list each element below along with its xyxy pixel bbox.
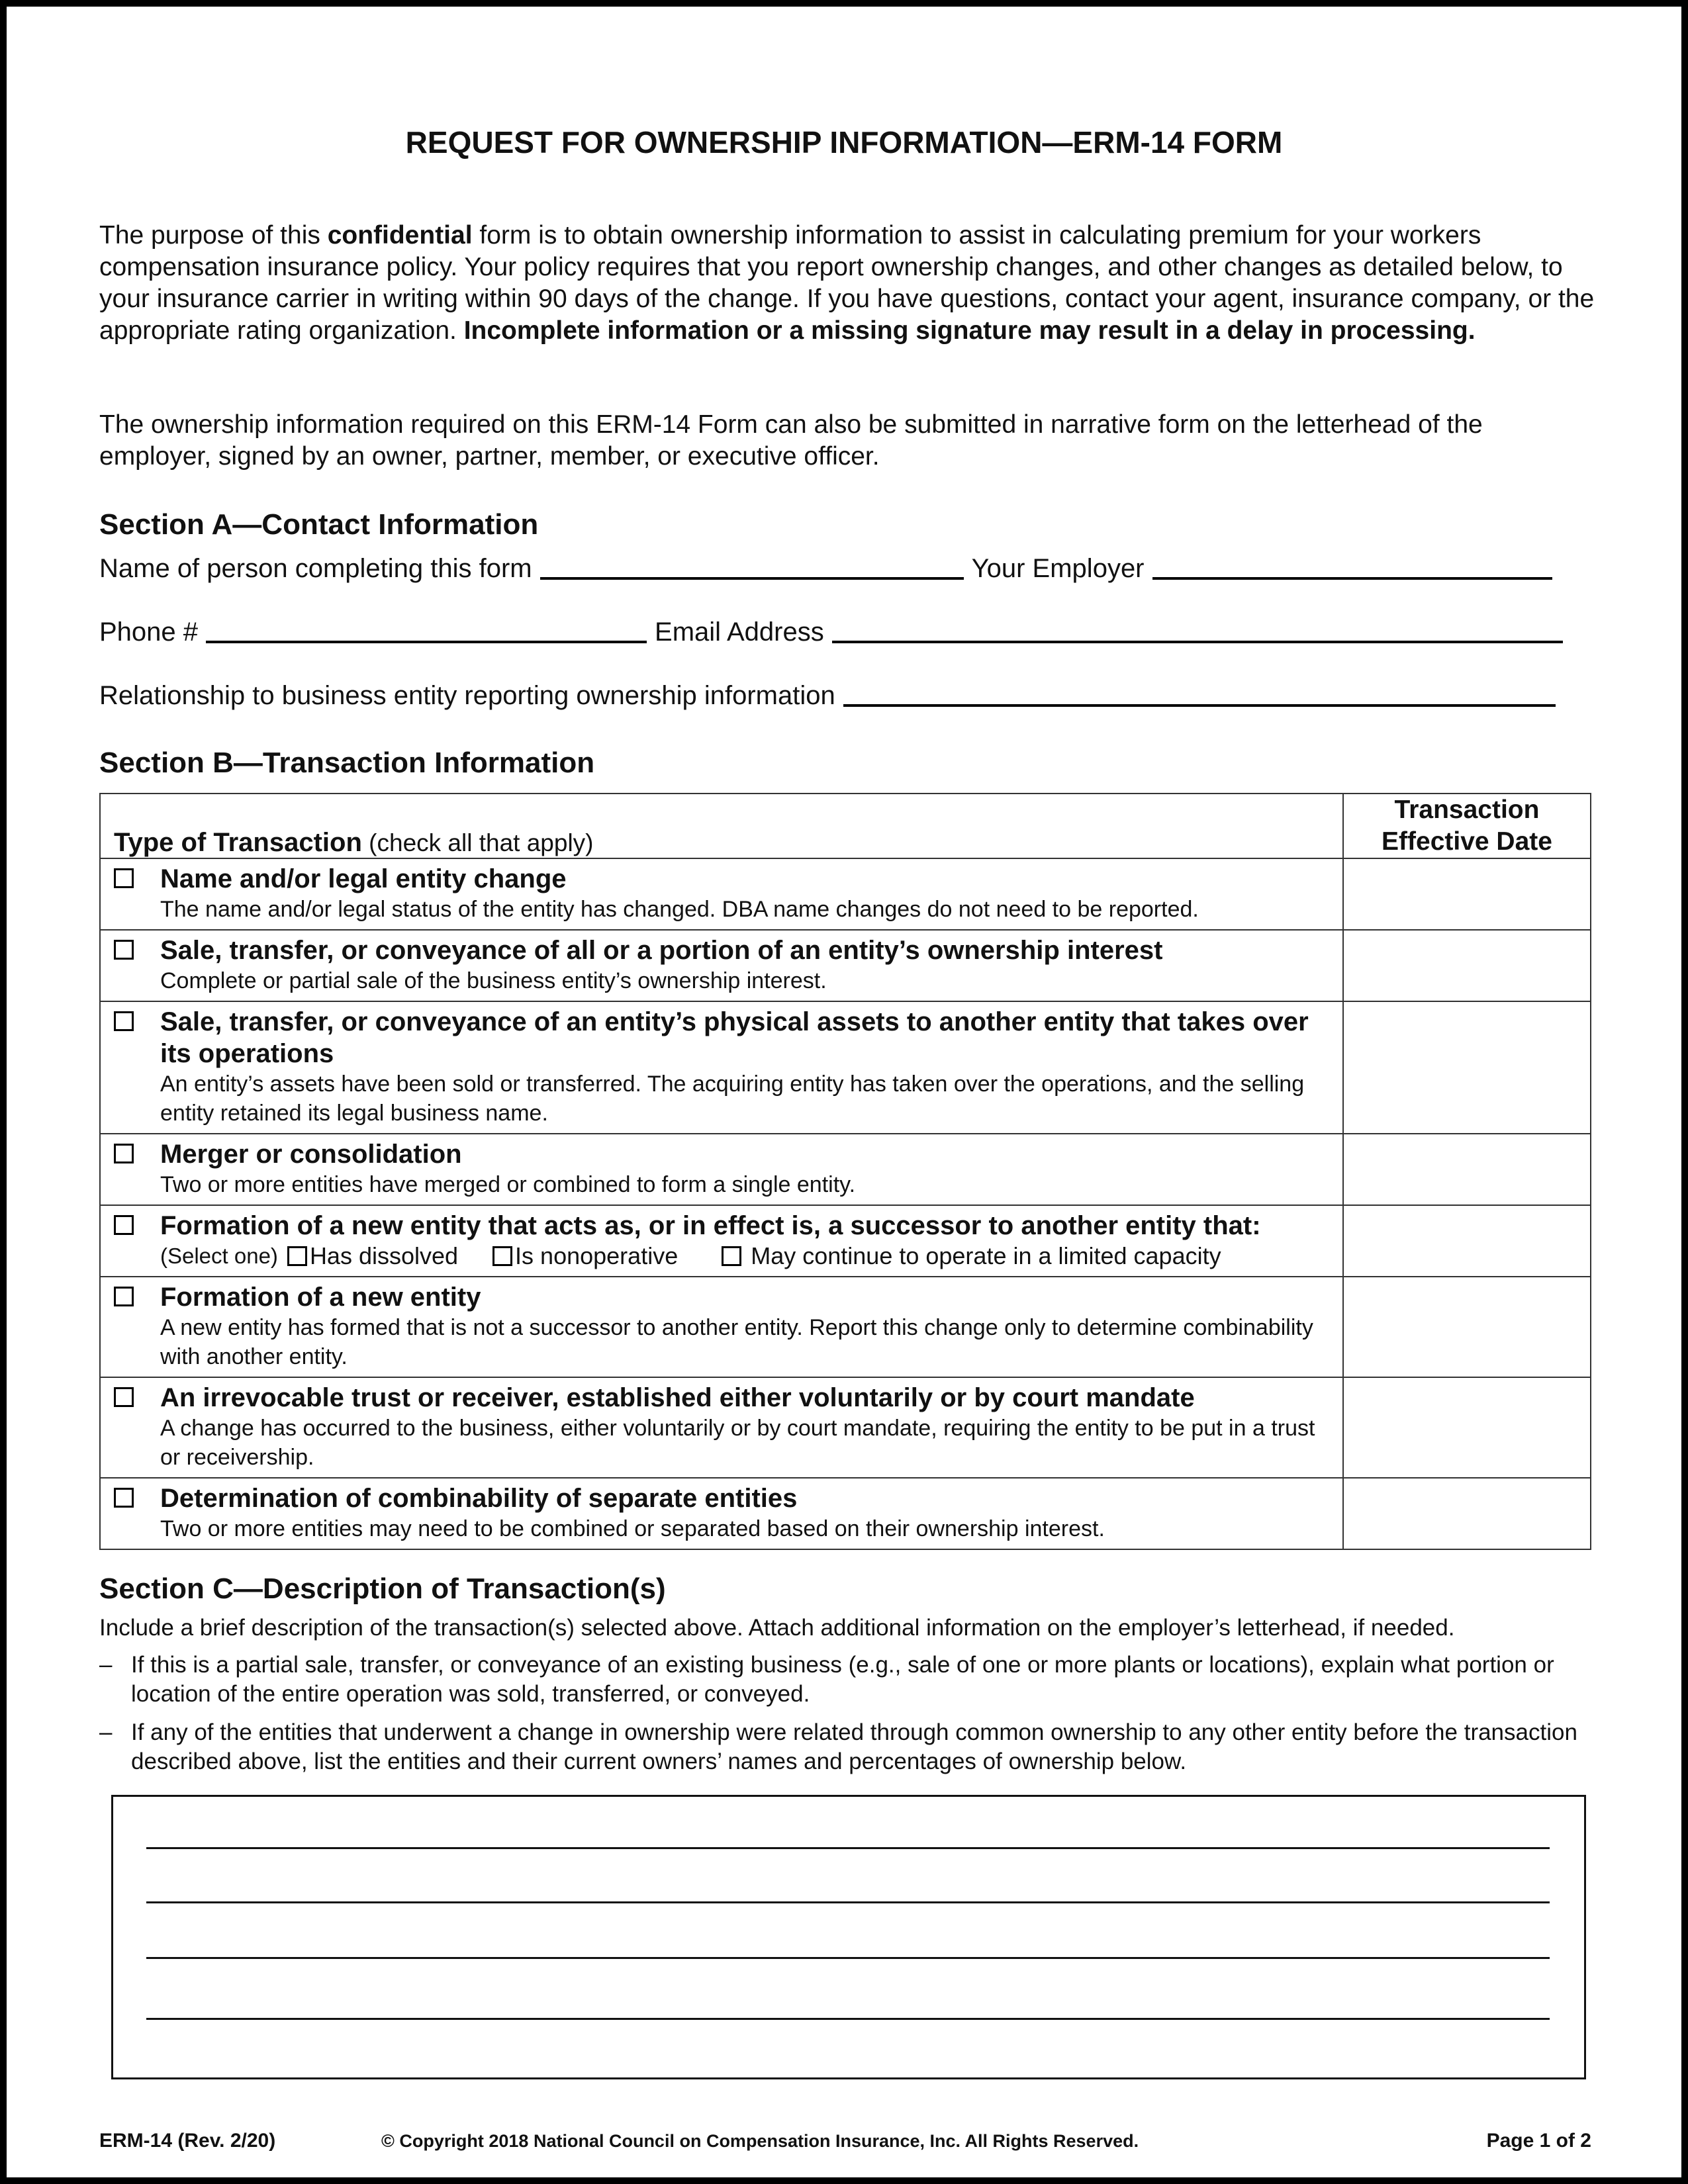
bullet-dash: – <box>99 1719 113 1745</box>
section-c-intro: Include a brief description of the transaction(s) selected above. Attach additional information on the employer’s letterhead, if needed. <box>99 1615 1455 1641</box>
header-type-label: Type of Transaction <box>114 828 362 857</box>
effective-date-field[interactable] <box>1343 1134 1591 1205</box>
successor-options <box>160 1242 1261 1271</box>
footer-form-id: ERM-14 (Rev. 2/20) <box>99 2130 276 2152</box>
option-checkbox[interactable] <box>492 1246 512 1266</box>
option-label: May continue to operate in a limited capacity <box>751 1242 1221 1269</box>
transaction-title: Merger or consolidation <box>160 1140 462 1169</box>
footer-page-number: Page 1 of 2 <box>1486 2130 1591 2152</box>
relationship-row <box>99 678 1589 711</box>
section-c-heading: Section C—Description of Transaction(s) <box>99 1572 666 1605</box>
transaction-desc: Complete or partial sale of the business entity’s ownership interest. <box>160 968 827 993</box>
header-type-cell <box>100 794 1343 858</box>
checkbox[interactable] <box>114 1011 134 1031</box>
phone-field[interactable] <box>206 614 647 643</box>
transaction-desc: A new entity has formed that is not a successor to another entity. Report this change only to determine combinability with another entity. <box>160 1315 1313 1369</box>
name-label: Name of person completing this form <box>99 554 532 583</box>
intro-text-2: form is to obtain ownership information to assist in calculating premium for your workers compensation insurance policy. Your policy requires that you report ownership changes, and other changes as detailed below, to your insurance carrier in writing within 90 days of the change. If you have questions, contact your agent, insurance company, or the appropriate rating organization. <box>99 221 1595 345</box>
phone-email-row <box>99 614 1589 647</box>
employer-field[interactable] <box>1152 551 1552 580</box>
checkbox[interactable] <box>114 1215 134 1235</box>
transaction-title: Sale, transfer, or conveyance of an entity’s physical assets to another entity that takes over its operations <box>160 1007 1309 1068</box>
intro-bold-warning: Incomplete information or a missing signature may result in a delay in processing. <box>463 316 1476 345</box>
table-row <box>100 1205 1591 1277</box>
form-title: REQUEST FOR OWNERSHIP INFORMATION—ERM-14 FORM <box>405 125 1283 159</box>
checkbox[interactable] <box>114 1387 134 1407</box>
transaction-desc: Two or more entities have merged or combined to form a single entity. <box>160 1172 856 1197</box>
table-header-row <box>100 794 1591 858</box>
name-employer-row <box>99 551 1589 584</box>
transaction-title: An irrevocable trust or receiver, established either voluntarily or by court mandate <box>160 1383 1195 1412</box>
intro-paragraph <box>99 220 1595 347</box>
description-box[interactable] <box>111 1795 1586 2079</box>
narrative-paragraph: The ownership information required on this ERM-14 Form can also be submitted in narrative form on the letterhead of the employer, signed by an owner, partner, member, or executive officer. <box>99 410 1483 471</box>
select-one-label: (Select one) <box>160 1244 278 1268</box>
email-label: Email Address <box>655 617 824 647</box>
relationship-field[interactable] <box>843 678 1556 707</box>
description-line[interactable] <box>146 1847 1550 1849</box>
table-row <box>100 1478 1591 1549</box>
effective-date-field[interactable] <box>1343 1277 1591 1377</box>
table-row <box>100 1001 1591 1134</box>
effective-date-field[interactable] <box>1343 1205 1591 1277</box>
table-row <box>100 1134 1591 1205</box>
transaction-title: Sale, transfer, or conveyance of all or a portion of an entity’s ownership interest <box>160 936 1163 965</box>
table-row <box>100 1277 1591 1377</box>
option-checkbox[interactable] <box>722 1246 741 1266</box>
effective-date-field[interactable] <box>1343 1377 1591 1478</box>
transaction-title: Formation of a new entity that acts as, or in effect is, a successor to another entity that: <box>160 1211 1261 1240</box>
checkbox[interactable] <box>114 1287 134 1306</box>
bullet-dash: – <box>99 1652 113 1678</box>
section-a-heading: Section A—Contact Information <box>99 508 539 541</box>
description-line[interactable] <box>146 1901 1550 1903</box>
transaction-desc: A change has occurred to the business, either voluntarily or by court mandate, requiring the entity to be put in a trust or receivership. <box>160 1416 1315 1470</box>
footer-copyright: © Copyright 2018 National Council on Compensation Insurance, Inc. All Rights Reserved. <box>381 2131 1139 2151</box>
intro-bold-confidential: confidential <box>327 221 473 250</box>
effective-date-field[interactable] <box>1343 1001 1591 1134</box>
table-row <box>100 930 1591 1001</box>
checkbox[interactable] <box>114 1488 134 1508</box>
email-field[interactable] <box>832 614 1563 643</box>
description-line[interactable] <box>146 2018 1550 2020</box>
header-date-cell: Transaction Effective Date <box>1343 794 1591 858</box>
phone-label: Phone # <box>99 617 199 647</box>
name-field[interactable] <box>540 551 964 580</box>
section-b-heading: Section B—Transaction Information <box>99 747 595 779</box>
table-row <box>100 1377 1591 1478</box>
bullet-text: If this is a partial sale, transfer, or conveyance of an existing business (e.g., sale of one or more plants or locations), explain what portion or location of the entire operation was sold, transferred, or conveyed. <box>131 1652 1554 1707</box>
transaction-title: Determination of combinability of separate entities <box>160 1484 798 1513</box>
option-label: Is nonoperative <box>515 1242 679 1269</box>
effective-date-field[interactable] <box>1343 858 1591 930</box>
relationship-label: Relationship to business entity reporting ownership information <box>99 681 835 710</box>
instruction-bullet <box>99 1718 1615 1776</box>
instruction-bullet <box>99 1651 1615 1709</box>
transaction-title: Formation of a new entity <box>160 1283 481 1312</box>
table-row <box>100 858 1591 930</box>
transaction-desc: An entity’s assets have been sold or transferred. The acquiring entity has taken over the operations, and the selling entity retained its legal business name. <box>160 1071 1305 1126</box>
description-line[interactable] <box>146 1957 1550 1959</box>
option-checkbox[interactable] <box>287 1246 307 1266</box>
effective-date-field[interactable] <box>1343 930 1591 1001</box>
employer-label: Your Employer <box>971 554 1145 583</box>
checkbox[interactable] <box>114 1144 134 1163</box>
transaction-desc: Two or more entities may need to be combined or separated based on their ownership interest. <box>160 1516 1105 1541</box>
effective-date-field[interactable] <box>1343 1478 1591 1549</box>
header-type-note: (check all that apply) <box>369 829 594 856</box>
checkbox[interactable] <box>114 940 134 960</box>
transaction-title: Name and/or legal entity change <box>160 864 567 893</box>
option-label: Has dissolved <box>309 1242 459 1269</box>
transaction-table <box>99 793 1591 1550</box>
checkbox[interactable] <box>114 868 134 888</box>
transaction-desc: The name and/or legal status of the entity has changed. DBA name changes do not need to be reported. <box>160 897 1199 922</box>
bullet-text: If any of the entities that underwent a change in ownership were related through common ownership to any other entity before the transaction described above, list the entities and their current owners’ names and percentages of ownership below. <box>131 1719 1577 1774</box>
intro-text-1: The purpose of this <box>99 221 328 250</box>
